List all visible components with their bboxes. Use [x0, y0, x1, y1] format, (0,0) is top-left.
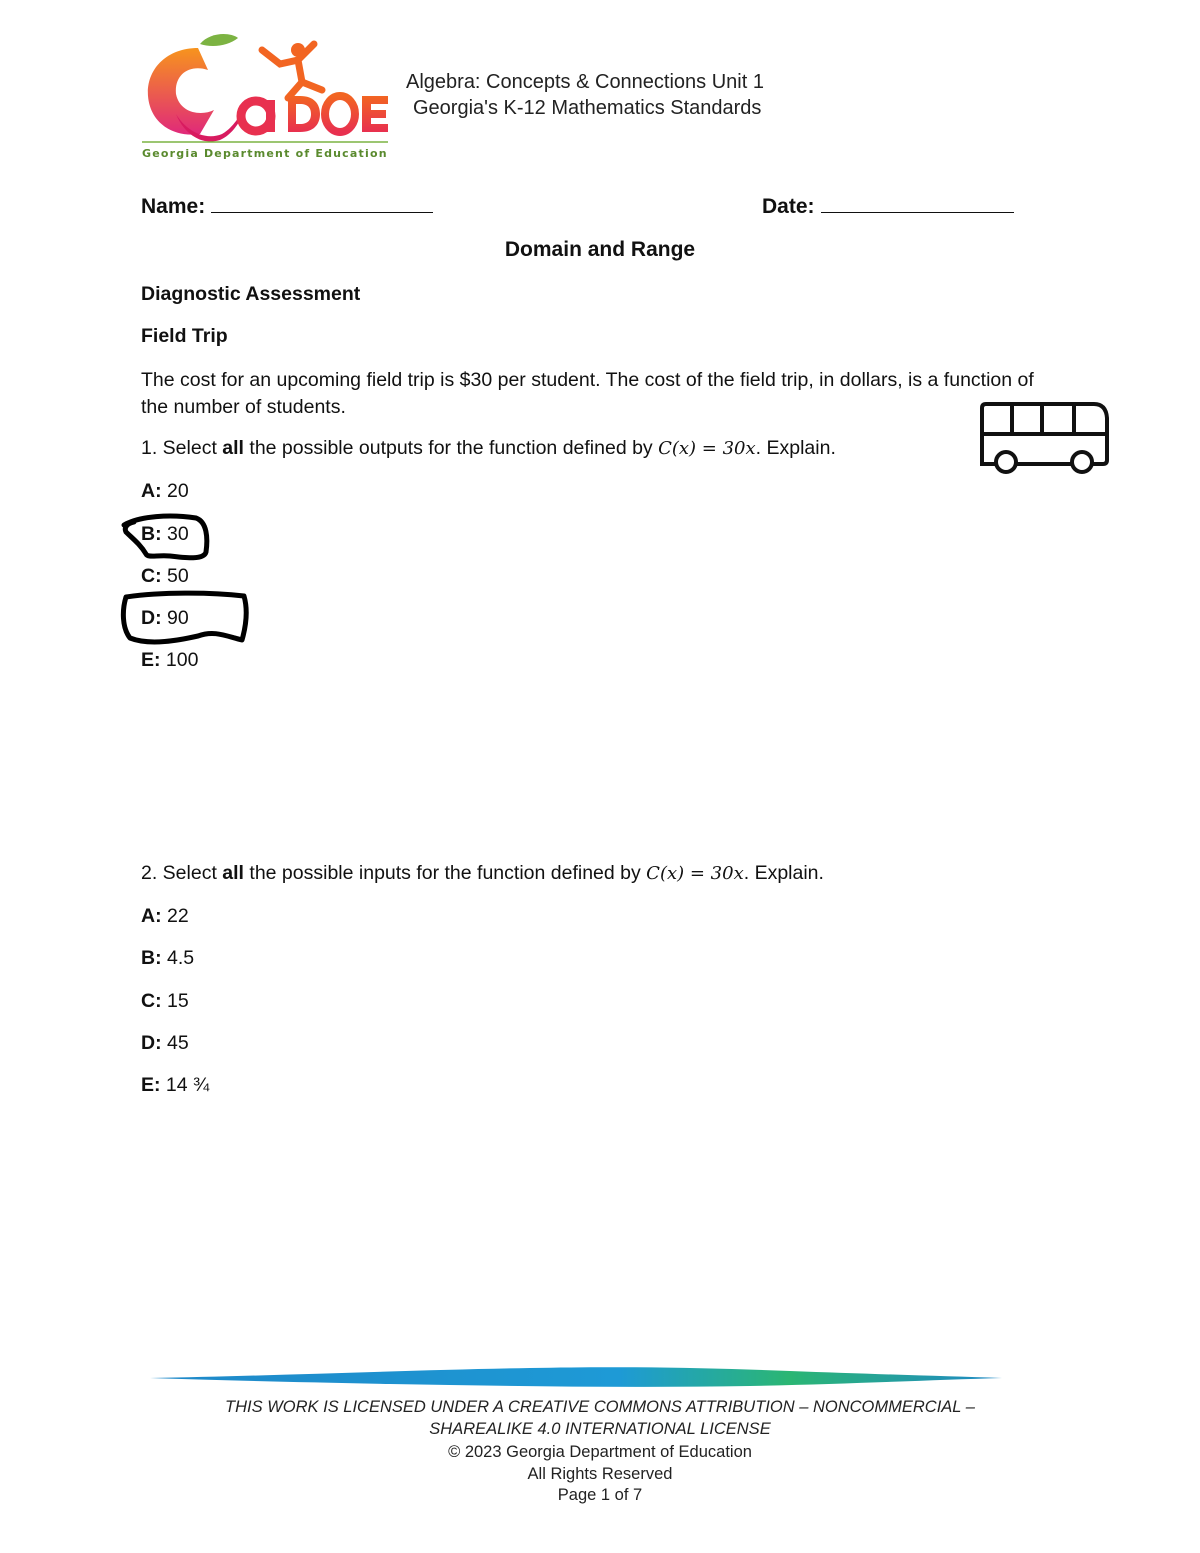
rights-reserved: All Rights Reserved [527, 1465, 673, 1483]
problem-intro: The cost for an upcoming field trip is $30 per student. The cost of the field trip, in dollars, is a function of the number of students. [141, 369, 1034, 418]
license-line-2: SHAREALIKE 4.0 INTERNATIONAL LICENSE [429, 1420, 771, 1438]
q2-option-b[interactable]: B: 4.5 [141, 947, 195, 969]
q2-option-a[interactable]: A: 22 [141, 905, 189, 927]
page-number: Page 1 of 7 [557, 1486, 643, 1504]
question-1: 1. Select all the possible outputs for the function defined by C(x) = 30x. Explain. [141, 437, 836, 459]
q2-option-e[interactable]: E: 14 ¾ [141, 1074, 210, 1096]
logo-tagline: Georgia Department of Education [142, 147, 388, 160]
q2-option-c[interactable]: C: 15 [141, 990, 189, 1012]
q1-option-e[interactable]: E: 100 [141, 649, 199, 671]
name-label: Name: [141, 195, 206, 218]
gadoe-logo [138, 30, 394, 162]
section-title: Diagnostic Assessment [141, 283, 361, 305]
date-blank[interactable] [821, 194, 1014, 213]
document-title: Domain and Range [504, 238, 696, 261]
q2-option-d[interactable]: D: 45 [141, 1032, 189, 1054]
course-title: Algebra: Concepts & Connections Unit 1 [406, 71, 764, 93]
bus-icon [976, 400, 1110, 478]
q1-option-a[interactable]: A: 20 [141, 480, 189, 502]
q1-option-c[interactable]: C: 50 [141, 565, 189, 587]
problem-title: Field Trip [141, 325, 228, 347]
date-field[interactable] [762, 194, 1014, 219]
copyright: © 2023 Georgia Department of Education [448, 1443, 752, 1461]
name-blank[interactable] [211, 194, 433, 213]
function-formula: C(x) = 30x [658, 438, 756, 459]
standards-subtitle: Georgia's K-12 Mathematics Standards [413, 97, 762, 119]
q1-option-b[interactable]: B: 30 [141, 523, 189, 545]
name-field[interactable] [141, 194, 433, 219]
footer-divider [150, 1362, 1002, 1388]
date-label: Date: [762, 195, 815, 218]
license-line-1: THIS WORK IS LICENSED UNDER A CREATIVE COMMONS ATTRIBUTION – NONCOMMERCIAL – [225, 1398, 975, 1416]
question-2: 2. Select all the possible inputs for the function defined by C(x) = 30x. Explain. [141, 862, 824, 884]
q1-option-d[interactable]: D: 90 [141, 607, 189, 629]
function-formula: C(x) = 30x [646, 863, 744, 884]
